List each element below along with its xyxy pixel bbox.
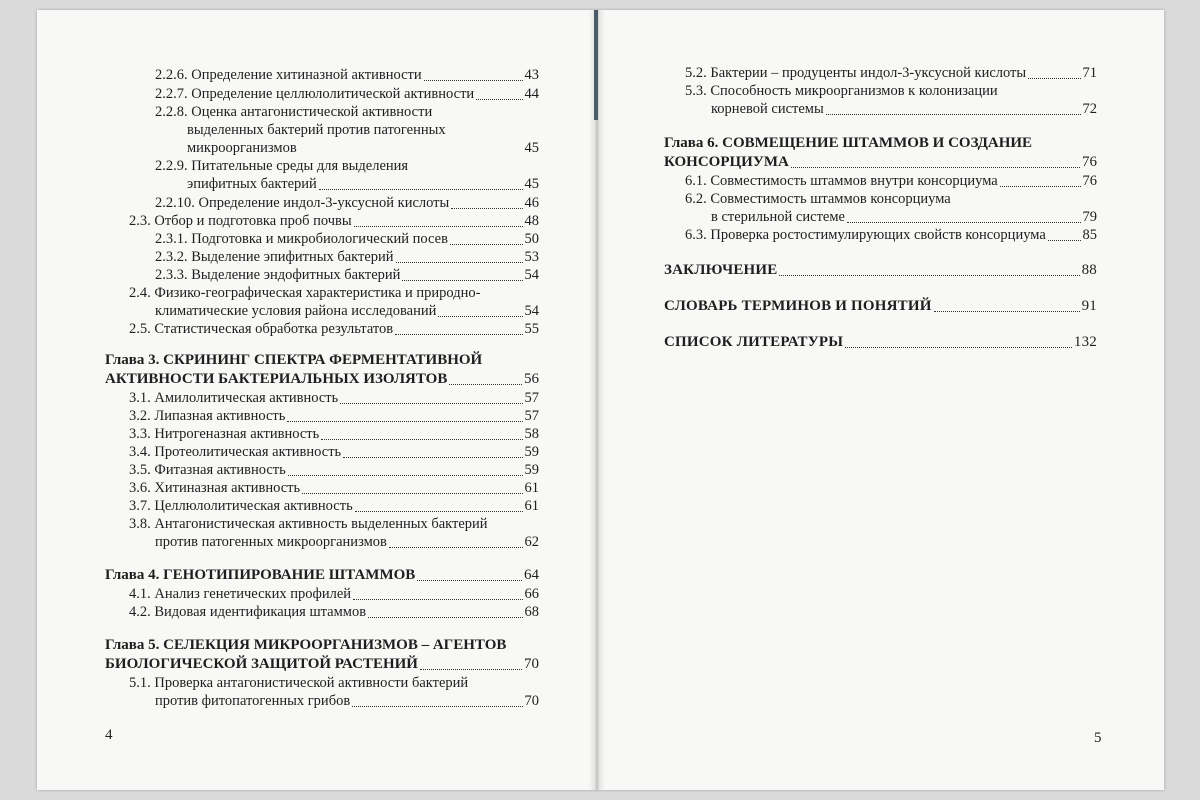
toc-entry [155,249,539,266]
toc-entry [129,426,539,443]
toc-entry-page: 45 [524,140,539,156]
toc-entry-page: 59 [524,444,539,460]
toc-entry [155,693,539,710]
toc-entry-label: против патогенных микроорганизмов [155,534,387,550]
toc-entry-page: 54 [524,303,539,319]
toc-entry-label: СПИСОК ЛИТЕРАТУРЫ [664,334,844,350]
leader-dots [826,114,1081,115]
leader-dots [779,275,1079,276]
toc-entry-page: 68 [524,604,539,620]
chapter-heading-line: БИОЛОГИЧЕСКОЙ ЗАЩИТОЙ РАСТЕНИЙ [105,656,418,672]
toc-entry [129,444,539,461]
leader-dots [424,80,523,81]
toc-entry-page: 85 [1082,227,1097,243]
toc-entry-label: климатические условия района исследований [155,303,437,319]
toc-entry-label: ЗАКЛЮЧЕНИЕ [664,262,778,278]
toc-entry [129,498,539,515]
toc-entry-page: 50 [524,231,539,247]
leader-dots [321,439,522,440]
toc-entry [187,140,539,157]
toc-entry-label: в стерильной системе [711,209,845,225]
toc-entry-label: 4.2. Видовая идентификация штаммов [129,604,367,620]
toc-top-entry [664,298,1097,315]
toc-entry [685,65,1097,82]
toc-entry-label: 3.7. Целлюлолитическая активность [129,498,353,514]
toc-entry-line: 5.1. Проверка антагонистической активности бактерий [129,675,469,691]
toc-entry-page: 76 [1082,173,1097,189]
toc-entry-label: 3.2. Липазная активность [129,408,286,424]
toc-entry-page: 57 [524,390,539,406]
toc-entry-page: 59 [524,462,539,478]
toc-entry-page: 66 [524,586,539,602]
leader-dots [288,475,523,476]
leader-dots [438,316,522,317]
leader-dots [791,167,1080,168]
leader-dots [340,403,522,404]
leader-dots [1028,78,1080,79]
toc-entry-page: 57 [524,408,539,424]
toc-entry [155,534,539,551]
toc-entry-page: 62 [524,534,539,550]
toc-entry-page: 55 [524,321,539,337]
leader-dots [302,493,522,494]
chapter-entry [664,154,1097,171]
chapter-entry [105,371,539,388]
toc-top-entry [664,334,1097,351]
toc-entry-label: 3.4. Протеолитическая активность [129,444,342,460]
toc-entry-line: 3.8. Антагонистическая активность выделенных бактерий [129,516,488,532]
chapter-heading-line: КОНСОРЦИУМА [664,154,789,170]
toc-entry-page: 132 [1073,334,1097,350]
toc-entry [155,267,539,284]
toc-entry-page: 43 [524,67,539,83]
leader-dots [449,384,522,385]
chapter-heading: Глава 5. СЕЛЕКЦИЯ МИКРООРГАНИЗМОВ – АГЕНТОВ [105,637,507,653]
toc-entry-label: 2.5. Статистическая обработка результатов [129,321,394,337]
toc-top-entry [664,262,1097,279]
toc-entry-line: выделенных бактерий против патогенных [187,122,446,138]
toc-entry [129,604,539,621]
toc-entry-label: эпифитных бактерий [187,176,317,192]
leader-dots [389,547,523,548]
leader-dots [450,244,523,245]
toc-entry-label: 5.2. Бактерии – продуценты индол-3-уксусной кислоты [685,65,1027,81]
toc-entry-line: 6.2. Совместимость штаммов консорциума [685,191,951,207]
toc-entry-line: 2.4. Физико-географическая характеристика и природно- [129,285,481,301]
toc-entry [129,321,539,338]
toc-entry-label: 2.2.7. Определение целлюлолитической активности [155,86,475,102]
toc-entry [155,303,539,320]
toc-entry [129,480,539,497]
toc-entry-page: 61 [524,480,539,496]
toc-entry-page: 58 [524,426,539,442]
chapter-heading: Глава 6. СОВМЕЩЕНИЕ ШТАММОВ И СОЗДАНИЕ [664,135,1033,151]
toc-entry-line: 5.3. Способность микроорганизмов к колонизации [685,83,998,99]
toc-entry [129,408,539,425]
leader-dots [420,669,522,670]
toc-entry [129,586,539,603]
chapter-entry [105,567,539,584]
toc-entry-page: 46 [524,195,539,211]
leader-dots [476,99,522,100]
toc-entry-label: корневой системы [711,101,824,117]
leader-dots [396,262,523,263]
leader-dots [847,222,1081,223]
chapter-heading: Глава 4. ГЕНОТИПИРОВАНИЕ ШТАММОВ [105,567,416,583]
leader-dots [417,580,522,581]
toc-entry-label: 3.5. Фитазная активность [129,462,286,478]
page-number-right: 5 [1094,730,1102,746]
leader-dots [845,347,1072,348]
toc-entry-label: микроорганизмов [187,140,297,156]
toc-entry-label: 6.1. Совместимость штаммов внутри консорциума [685,173,998,189]
toc-entry-label: 2.3. Отбор и подготовка проб почвы [129,213,352,229]
right-page [597,10,1164,790]
leader-dots [352,706,522,707]
toc-entry-page: 70 [524,656,539,672]
toc-entry-page: 45 [524,176,539,192]
toc-entry [155,195,539,212]
chapter-entry [105,656,539,673]
toc-entry-page: 91 [1081,298,1097,314]
leader-dots [353,599,522,600]
toc-entry-label: 4.1. Анализ генетических профилей [129,586,352,602]
toc-entry-label: 3.6. Хитиназная активность [129,480,301,496]
toc-entry-label: 3.1. Амилолитическая активность [129,390,339,406]
toc-entry [711,101,1097,118]
toc-entry-page: 44 [524,86,539,102]
toc-entry-label: 2.3.3. Выделение эндофитных бактерий [155,267,401,283]
toc-entry [155,231,539,248]
page-number-left: 4 [105,727,113,743]
toc-entry-page: 64 [524,567,539,583]
toc-entry-line: 2.2.9. Питательные среды для выделения [155,158,409,174]
toc-entry-page: 72 [1082,101,1097,117]
leader-dots [402,280,522,281]
leader-dots [354,226,523,227]
leader-dots [395,334,522,335]
toc-entry-page: 54 [524,267,539,283]
toc-entry [685,227,1097,244]
toc-entry [155,67,539,84]
toc-entry [187,176,539,193]
toc-entry-page: 48 [524,213,539,229]
toc-entry-label: 2.3.2. Выделение эпифитных бактерий [155,249,394,265]
leader-dots [355,511,523,512]
toc-entry-page: 88 [1081,262,1097,278]
chapter-heading: Глава 3. СКРИНИНГ СПЕКТРА ФЕРМЕНТАТИВНОЙ [105,352,483,368]
leader-dots [368,617,522,618]
chapter-heading-line: АКТИВНОСТИ БАКТЕРИАЛЬНЫХ ИЗОЛЯТОВ [105,371,448,387]
toc-entry-label: СЛОВАРЬ ТЕРМИНОВ И ПОНЯТИЙ [664,298,932,314]
leader-dots [343,457,522,458]
toc-entry-label: 3.3. Нитрогеназная активность [129,426,320,442]
toc-entry-label: 2.2.6. Определение хитиназной активности [155,67,422,83]
book-spread [37,10,1164,790]
toc-entry [129,390,539,407]
toc-entry-page: 53 [524,249,539,265]
toc-entry-label: против фитопатогенных грибов [155,693,351,709]
toc-entry [685,173,1097,190]
leader-dots [451,208,522,209]
toc-entry [129,462,539,479]
toc-entry-page: 56 [524,371,539,387]
toc-entry [129,213,539,230]
toc-entry-label: 2.3.1. Подготовка и микробиологический посев [155,231,448,247]
leader-dots [1048,240,1081,241]
leader-dots [934,311,1080,312]
toc-entry-page: 79 [1082,209,1097,225]
leader-dots [319,189,523,190]
toc-entry-page: 61 [524,498,539,514]
leader-dots [1000,186,1081,187]
toc-entry [711,209,1097,226]
toc-entry [155,86,539,103]
toc-entry-page: 70 [524,693,539,709]
toc-entry-label: 6.3. Проверка ростостимулирующих свойств консорциума [685,227,1046,243]
toc-entry-line: 2.2.8. Оценка антагонистической активности [155,104,433,120]
toc-entry-label: 2.2.10. Определение индол-3-уксусной кислоты [155,195,450,211]
leader-dots [287,421,522,422]
left-page [37,10,597,790]
toc-entry-page: 76 [1082,154,1097,170]
toc-entry-page: 71 [1082,65,1097,81]
